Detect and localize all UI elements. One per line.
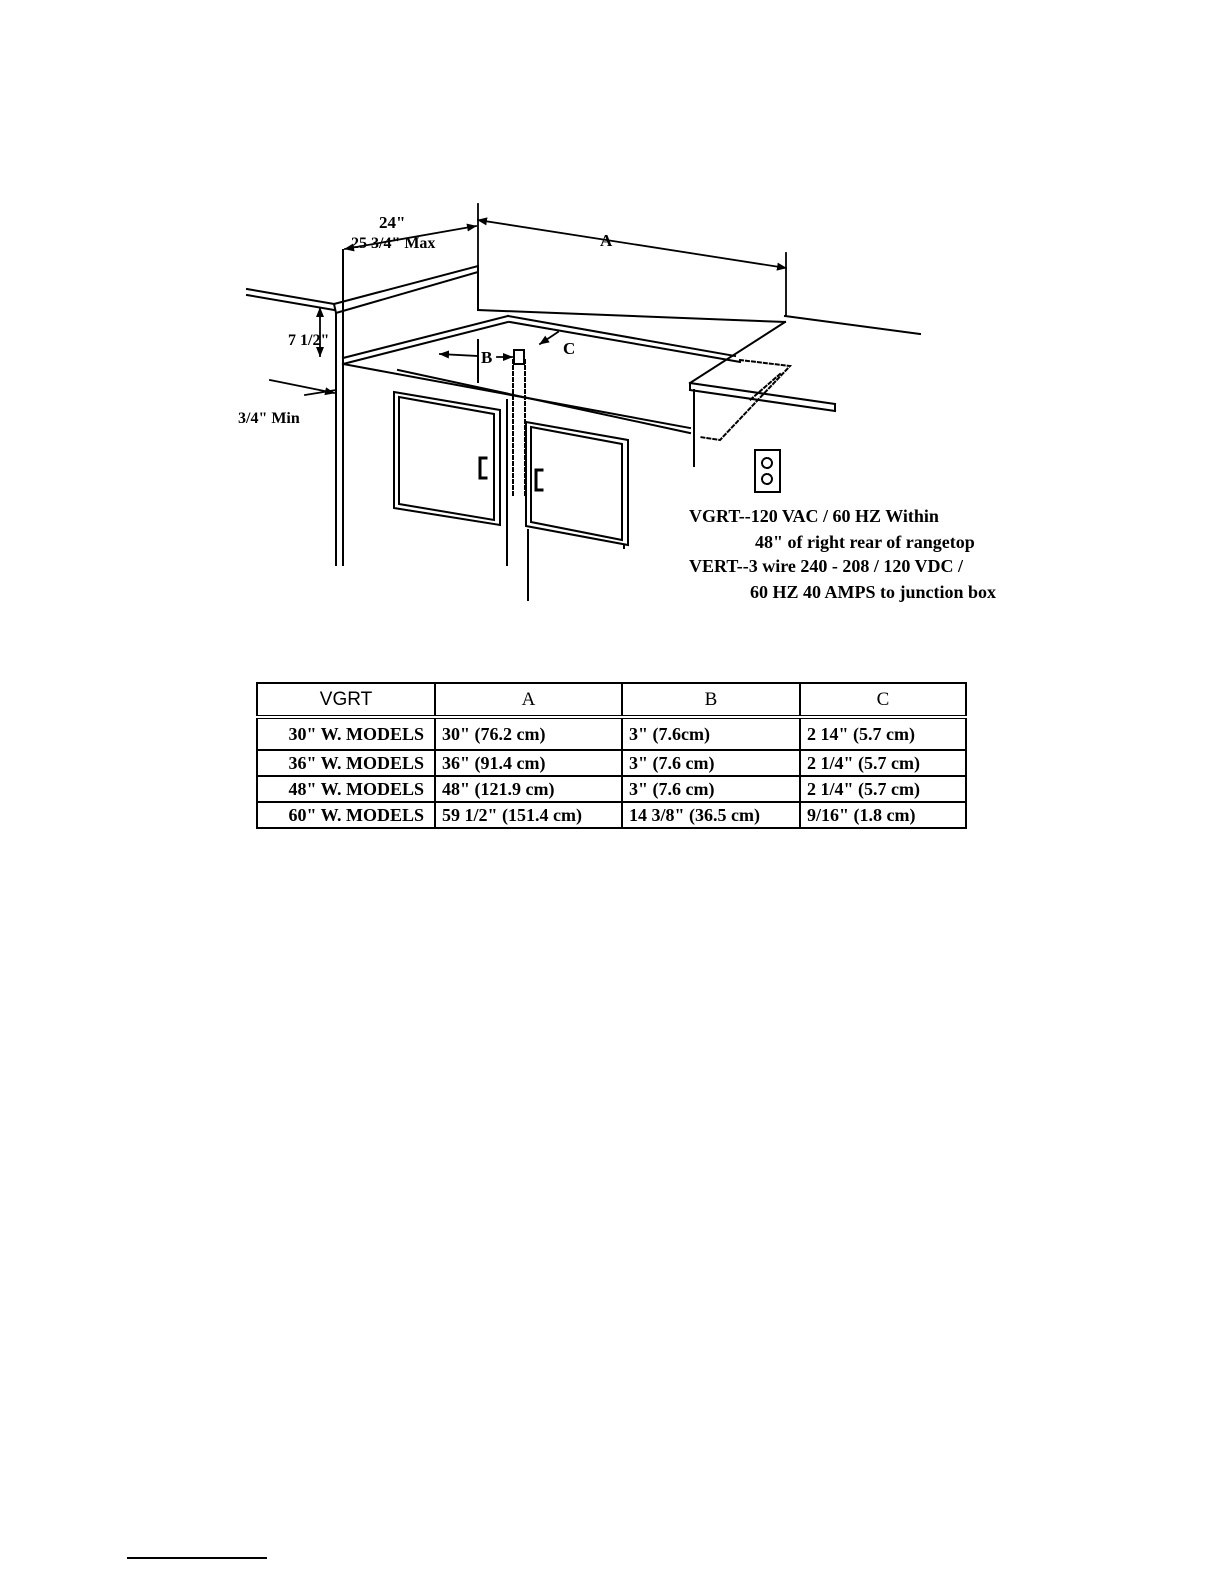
dim-height-label: 7 1/2" — [288, 332, 330, 349]
cell-model: 36" W. MODELS — [257, 750, 435, 776]
header-model: VGRT — [257, 683, 435, 717]
cell-a: 59 1/2" (151.4 cm) — [435, 802, 622, 828]
dim-depth-label: 24" — [379, 213, 406, 232]
dim-b-label: B — [481, 348, 493, 367]
cell-c: 2 1/4" (5.7 cm) — [800, 750, 966, 776]
cell-b: 3" (7.6cm) — [622, 717, 800, 750]
table-row — [257, 802, 966, 828]
table-row — [257, 750, 966, 776]
header-c: C — [800, 683, 966, 717]
header-a: A — [435, 683, 622, 717]
dim-a-label: A — [600, 231, 613, 250]
dimension-spec-table — [256, 682, 967, 829]
header-b: B — [622, 683, 800, 717]
cell-a: 36" (91.4 cm) — [435, 750, 622, 776]
cell-c: 9/16" (1.8 cm) — [800, 802, 966, 828]
cell-model: 60" W. MODELS — [257, 802, 435, 828]
table-row — [257, 717, 966, 750]
cell-a: 48" (121.9 cm) — [435, 776, 622, 802]
table-header-row — [257, 683, 966, 717]
cell-c: 2 1/4" (5.7 cm) — [800, 776, 966, 802]
cell-c: 2 14" (5.7 cm) — [800, 717, 966, 750]
dim-front-label: 3/4" Min — [238, 410, 300, 427]
note-line-4: 60 HZ 40 AMPS to junction box — [750, 582, 997, 602]
note-line-1: VGRT--120 VAC / 60 HZ Within — [689, 506, 939, 526]
cabinet-doors — [394, 392, 628, 600]
cell-model: 30" W. MODELS — [257, 717, 435, 750]
cell-b: 3" (7.6 cm) — [622, 776, 800, 802]
note-line-2: 48" of right rear of rangetop — [755, 532, 975, 552]
rangetop-installation-diagram — [0, 0, 1224, 640]
right-countertop — [690, 316, 920, 466]
note-line-3: VERT--3 wire 240 - 208 / 120 VDC / — [689, 556, 964, 576]
footnote-separator — [127, 1557, 267, 1559]
electrical-outlet — [755, 450, 780, 492]
dim-c-label: C — [563, 339, 576, 358]
cell-model: 48" W. MODELS — [257, 776, 435, 802]
left-countertop — [247, 250, 478, 565]
cell-a: 30" (76.2 cm) — [435, 717, 622, 750]
gas-supply-pipe — [513, 350, 525, 495]
dim-depth-max-label: 25 3/4" Max — [351, 235, 436, 252]
table-row — [257, 776, 966, 802]
cell-b: 3" (7.6 cm) — [622, 750, 800, 776]
cell-b: 14 3/8" (36.5 cm) — [622, 802, 800, 828]
